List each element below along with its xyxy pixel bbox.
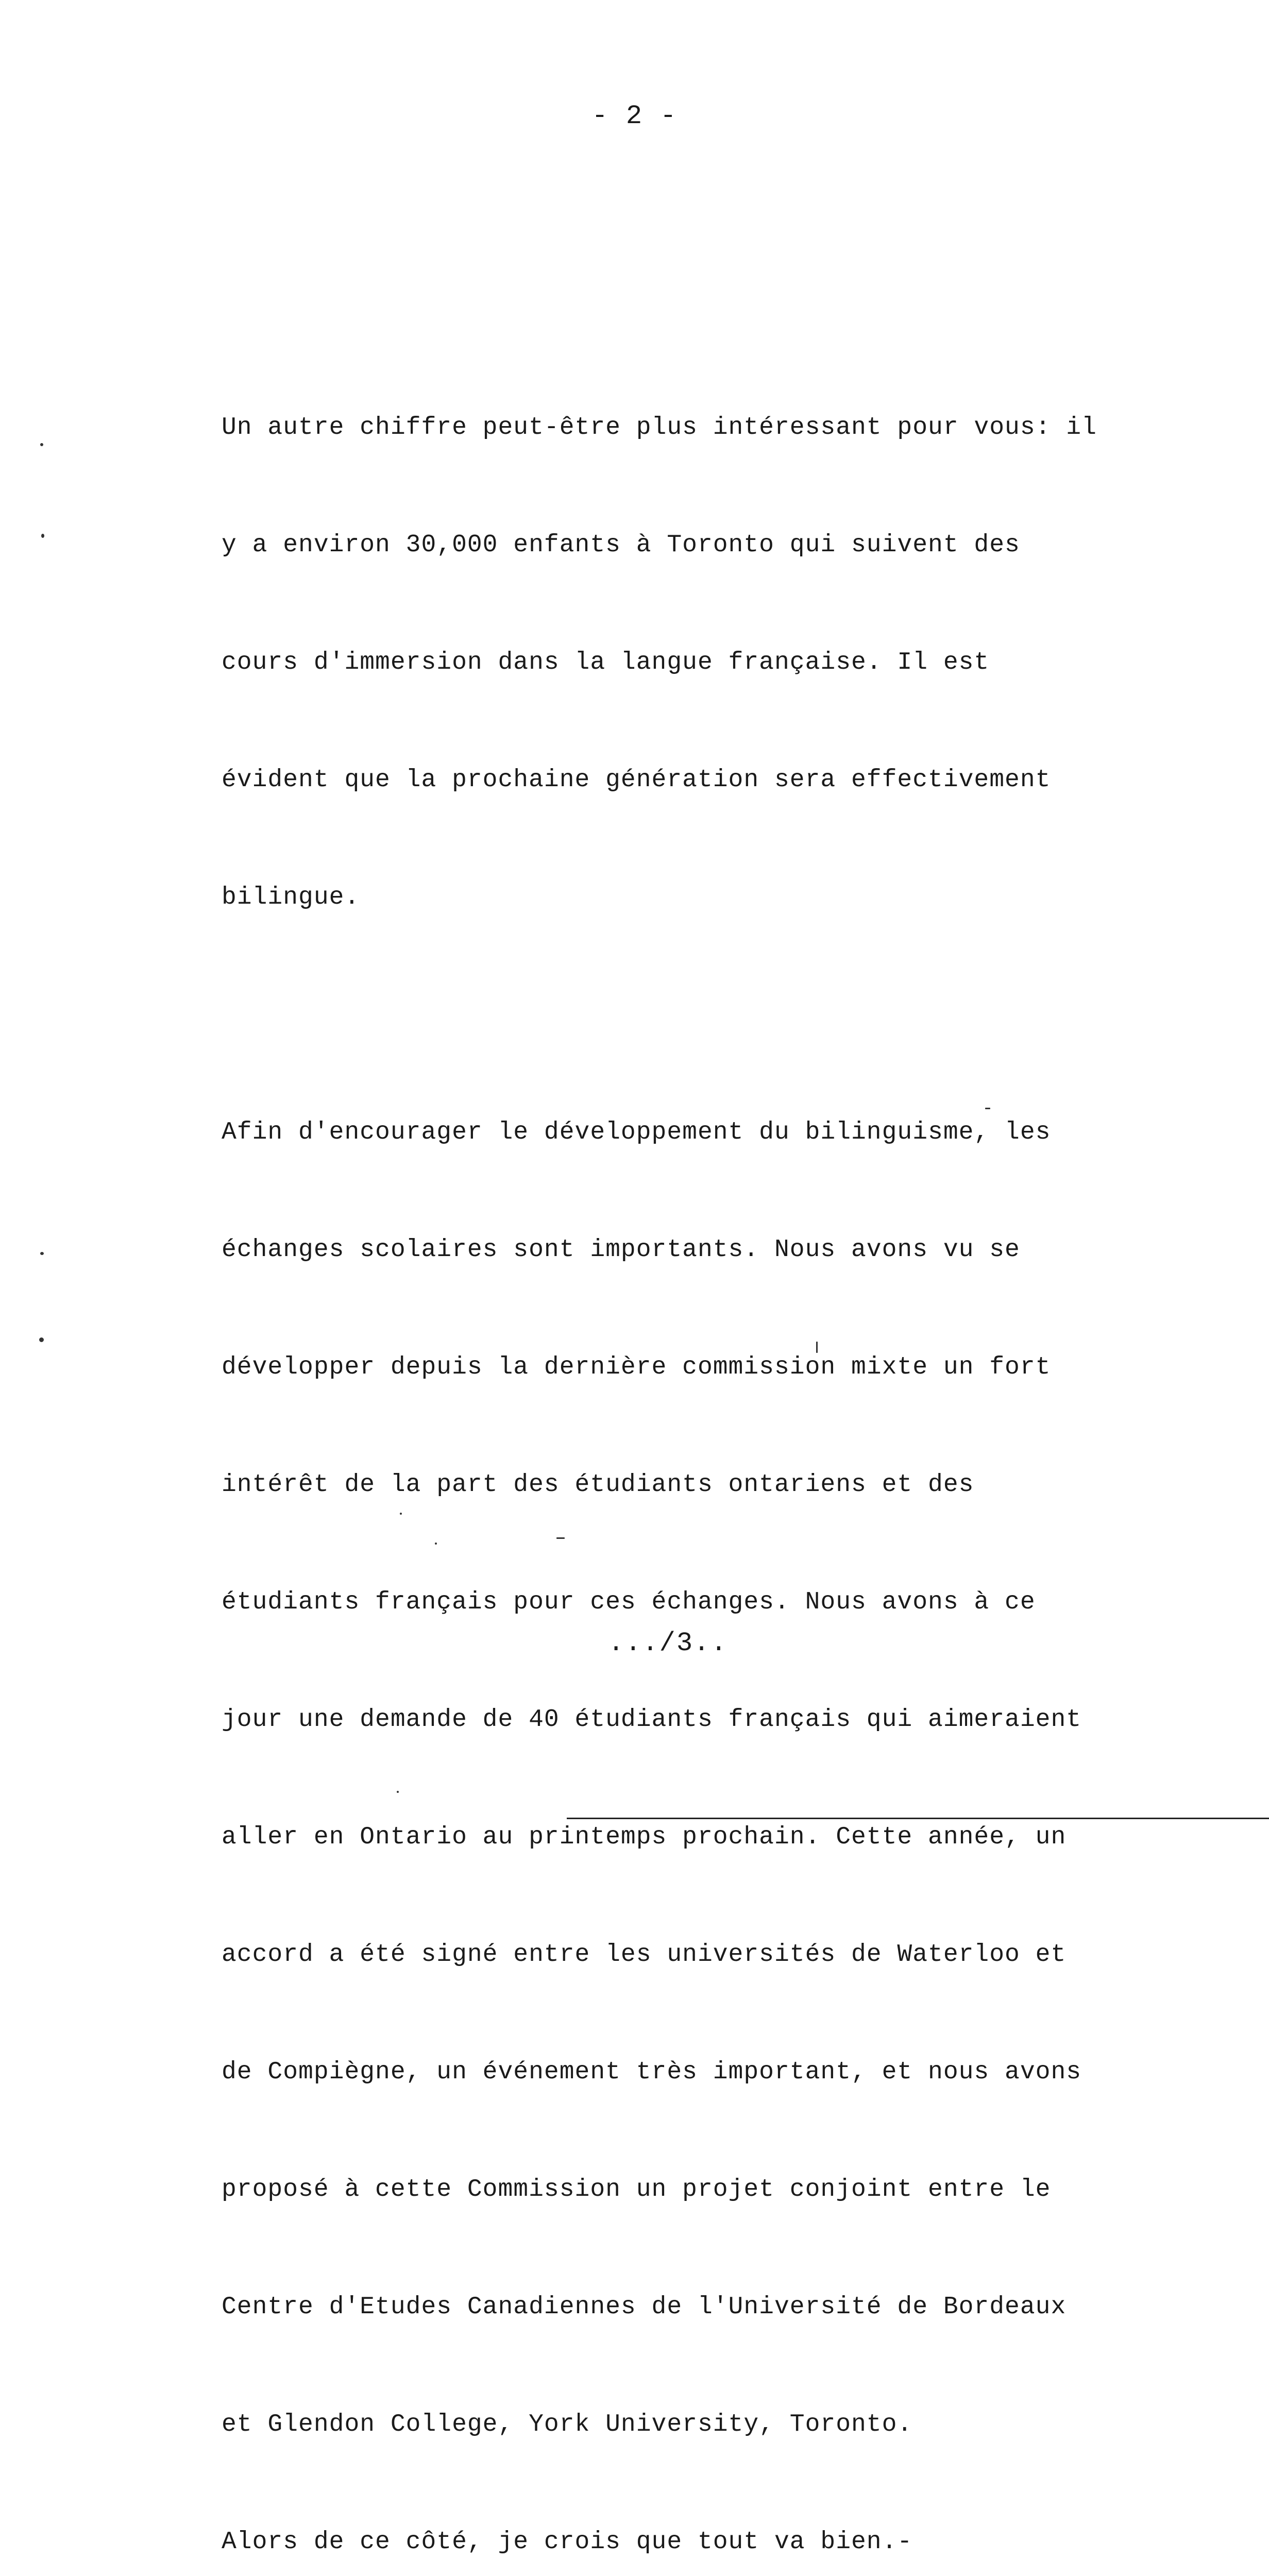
scan-speck <box>985 1108 990 1109</box>
text-line: et Glendon College, York University, Toronto. <box>222 2411 913 2438</box>
paragraph <box>222 330 1139 995</box>
scan-speck <box>816 1342 818 1353</box>
scan-speck <box>40 1252 44 1255</box>
text-line: Un autre chiffre peut-être plus intéressant pour vous: il <box>222 414 1097 442</box>
text-line: intérêt de la part des étudiants ontariens et des <box>222 1471 974 1499</box>
text-line: cours d'immersion dans la langue française. Il est <box>222 649 990 676</box>
scan-speck <box>397 1791 399 1793</box>
text-line: étudiants français pour ces échanges. Nous avons à ce <box>222 1588 1036 1616</box>
scan-speck <box>39 1337 44 1342</box>
text-line: échanges scolaires sont importants. Nous avons vu se <box>222 1236 1020 1264</box>
text-line: évident que la prochaine génération sera effectivement <box>222 766 1051 794</box>
bottom-rule <box>567 1818 1269 1819</box>
text-line: y a environ 30,000 enfants à Toronto qui suivent des <box>222 531 1020 559</box>
text-line: accord a été signé entre les universités de Waterloo et <box>222 1941 1067 1969</box>
text-line: bilingue. <box>222 884 360 911</box>
paragraph <box>222 1035 1139 2576</box>
text-line: aller en Ontario au printemps prochain. Cette année, un <box>222 1823 1067 1851</box>
text-line: de Compiègne, un événement très important, et nous avons <box>222 2058 1082 2086</box>
scan-speck <box>40 443 43 446</box>
text-line: Centre d'Etudes Canadiennes de l'Université de Bordeaux <box>222 2293 1067 2321</box>
text-line: proposé à cette Commission un projet conjoint entre le <box>222 2176 1051 2204</box>
body-text <box>222 330 1139 2576</box>
scan-speck <box>400 1513 402 1515</box>
text-line: jour une demande de 40 étudiants français qui aimeraient <box>222 1706 1082 1734</box>
page-number: - 2 - <box>591 101 678 131</box>
scan-speck <box>556 1537 565 1539</box>
scan-speck <box>435 1543 437 1545</box>
text-line: Alors de ce côté, je crois que tout va bien.- <box>222 2528 913 2556</box>
text-line: Afin d'encourager le développement du bilinguisme, les <box>222 1118 1051 1146</box>
text-line: développer depuis la dernière commission mixte un fort <box>222 1353 1051 1381</box>
scan-speck <box>41 534 44 538</box>
continuation-marker: .../3.. <box>608 1628 728 1658</box>
